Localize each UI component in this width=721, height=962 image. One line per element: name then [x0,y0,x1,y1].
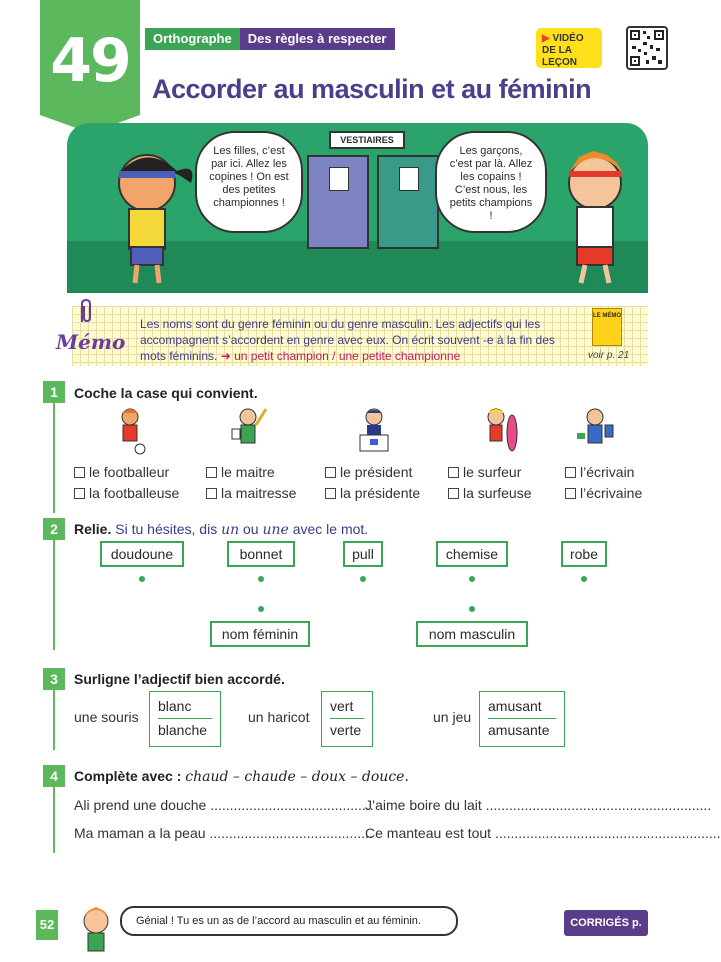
adjective-choice [479,691,565,747]
option-l-ecrivain[interactable] [565,464,634,480]
girl-icon [329,167,349,191]
noun-un-jeu: un jeu [433,709,472,725]
exercise-4-title-text: Complète avec : [74,768,182,784]
memo-text [140,316,560,364]
video-label-1: VIDÉO [552,33,584,44]
memo-rule: Les noms sont du genre féminin ou du genre masculin. Les adjectifs qui les accompagnent s’accordent en genre avec eux. On écrit souvent -e à la fin des mots féminins. [140,317,555,363]
option-l-ecrivaine[interactable] [565,485,642,501]
checkbox[interactable] [74,467,85,478]
option-label: le président [340,464,413,480]
lesson-number: 49 [50,26,130,96]
exercise-4-number: 4 [43,765,65,787]
boy-character [557,143,637,288]
connector-dot[interactable] [360,576,366,582]
page-title: Accorder au masculin et au féminin [152,74,592,104]
adjective-choice [321,691,373,747]
footer-message: Génial ! Tu es un as de l’accord au masculin et au féminin. [120,906,458,936]
memo-title: Mémo [56,330,126,354]
option-la-footballeuse[interactable] [74,485,179,501]
word-pull[interactable]: pull [343,541,383,567]
exercise-1-line [53,403,55,513]
comic-illustration [67,123,648,293]
word-robe[interactable]: robe [561,541,607,567]
memo-book-icon: LE MÉMO [592,308,622,346]
connector-dot[interactable] [139,576,145,582]
fill-line-1[interactable]: Ali prend une douche .......................................... [74,797,374,813]
option-label: le footballeur [89,464,170,480]
vestiaires-sign: VESTIAIRES [329,131,405,149]
exercise-4-title [74,768,409,785]
fill-line-3[interactable]: Ma maman a la peau .......................................... [74,825,373,841]
connector-dot[interactable] [258,576,264,582]
checkbox[interactable] [448,467,459,478]
speech-bubble-girl: Les filles, c’est par ici. Allez les copines ! On est des petites championnes ! [195,131,303,233]
target-nom-feminin[interactable]: nom féminin [210,621,310,647]
hint-text: ou [239,521,263,537]
noun-une-souris: une souris [74,709,139,725]
option-label: l’écrivaine [580,485,643,501]
adjective-option[interactable]: blanc [158,695,212,719]
play-icon: ▶ [542,33,550,44]
checkbox[interactable] [206,488,217,499]
option-label: le surfeur [463,464,522,480]
option-label: le maitre [221,464,275,480]
paperclip-icon [76,298,96,324]
checkbox[interactable] [74,488,85,499]
qr-code-icon[interactable] [626,26,668,70]
exercise-2-title-text: Relie. [74,521,112,537]
speech-bubble-boy: Les garçons, c’est par là. Allez les copains ! C’est nous, les petits champions ! [435,131,547,233]
option-label: la maitresse [221,485,297,501]
adjective-option[interactable]: amusant [488,695,556,719]
category-label: Orthographe [145,28,240,50]
adjective-option[interactable]: blanche [158,722,208,738]
hint-text: Si tu hésites, dis [115,521,222,537]
option-label: la présidente [340,485,421,501]
checkbox[interactable] [448,488,459,499]
target-nom-masculin[interactable]: nom masculin [416,621,528,647]
exercise-3-line [53,690,55,750]
option-label: la surfeuse [463,485,532,501]
exercise-1-title: Coche la case qui convient. [74,385,258,401]
corriges-button[interactable]: CORRIGÉS p. VI [564,910,648,936]
exercise-2-title [74,521,368,538]
option-la-surfeuse[interactable] [448,485,531,501]
writer-icon [575,405,615,455]
exercise-1-number: 1 [43,381,65,403]
exercise-2-hint [115,521,368,537]
checkbox[interactable] [325,467,336,478]
exercise-2-line [53,540,55,650]
fill-line-2[interactable]: J’aime boire du lait .......................................................... [365,797,712,813]
adjective-option[interactable]: vert [330,695,364,719]
memo-example: ➜ un petit champion / une petite championne [220,349,461,363]
checkbox[interactable] [325,488,336,499]
exercise-2-number: 2 [43,518,65,540]
word-chemise[interactable]: chemise [436,541,508,567]
footballer-icon [110,405,150,455]
hint-un: un [221,522,240,538]
girl-character [107,143,197,288]
hint-text: avec le mot. [288,521,369,537]
boy-icon [399,167,419,191]
connector-dot[interactable] [469,576,475,582]
boy-mascot-icon [74,905,118,953]
connector-dot[interactable] [258,606,264,612]
video-button[interactable] [536,28,602,68]
boys-door [377,155,439,249]
adjective-option[interactable]: amusante [488,722,550,738]
video-label-2: DE LA LEÇON [542,45,577,68]
exercise-3-number: 3 [43,668,65,690]
checkbox[interactable] [565,488,576,499]
memo-see-link[interactable]: voir p. 21 [588,350,630,361]
fill-line-4[interactable]: Ce manteau est tout .......................................................... [365,825,721,841]
teacher-icon [228,405,268,455]
exercise-4-line [53,787,55,853]
option-le-maitre[interactable] [206,464,275,480]
subcategory-label: Des règles à respecter [240,28,395,50]
option-label: l’écrivain [580,464,635,480]
connector-dot[interactable] [581,576,587,582]
option-label: la footballeuse [89,485,180,501]
word-bonnet[interactable]: bonnet [227,541,295,567]
word-doudoune[interactable]: doudoune [100,541,184,567]
option-le-surfeur[interactable] [448,464,521,480]
option-la-maitresse[interactable] [206,485,296,501]
option-la-presidente[interactable] [325,485,420,501]
adjective-option[interactable]: verte [330,722,362,738]
checkbox[interactable] [206,467,217,478]
option-le-footballeur[interactable] [74,464,169,480]
adjective-choice [149,691,221,747]
surfer-icon [480,405,520,455]
president-icon [354,405,394,455]
connector-dot[interactable] [469,606,475,612]
hint-une: une [262,522,289,538]
exercise-4-words: chaud – chaude – doux – douce. [185,769,409,785]
checkbox[interactable] [565,467,576,478]
page-number: 52 [36,910,58,940]
girls-door [307,155,369,249]
option-le-president[interactable] [325,464,412,480]
exercise-3-title: Surligne l’adjectif bien accordé. [74,671,285,687]
category-tag [145,28,395,50]
noun-un-haricot: un haricot [248,709,310,725]
